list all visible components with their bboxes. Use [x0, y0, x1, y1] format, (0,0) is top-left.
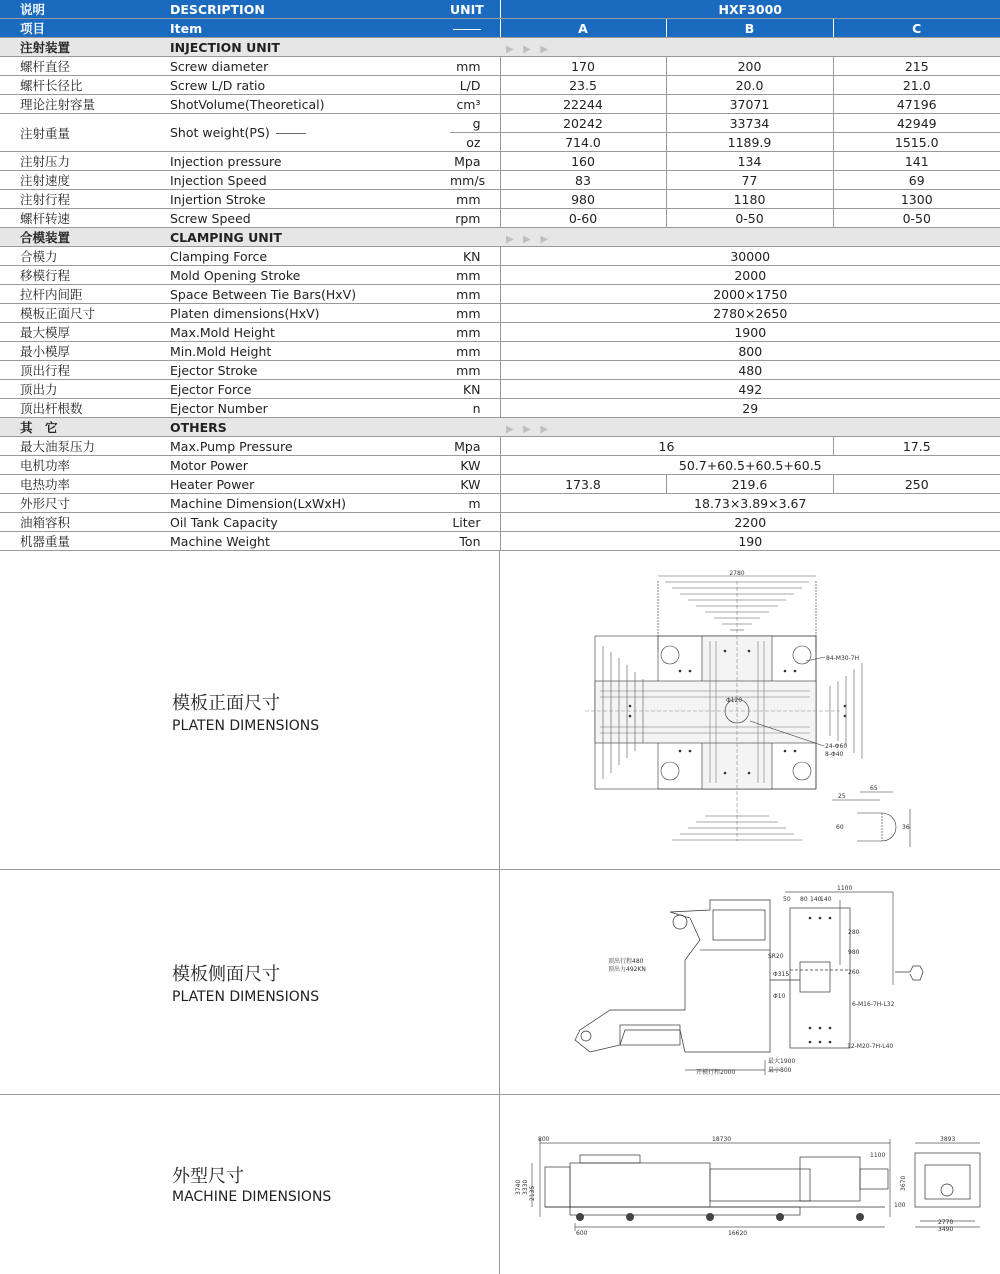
dim-1100: 1100 — [837, 885, 853, 892]
panel-title-en: MACHINE DIMENSIONS — [172, 1189, 332, 1205]
row-motor-power — [0, 456, 1000, 475]
panel-side-platen — [0, 870, 1000, 1095]
cell-a: 170 — [500, 57, 666, 76]
row-cn: 顶出行程 — [0, 361, 170, 380]
max-mold-label: 最大1900 — [768, 1058, 796, 1065]
cell-value: 1900 — [500, 323, 1000, 342]
end-b1-label: 2770 — [938, 1219, 954, 1226]
row-en: Platen dimensions(HxV) — [170, 304, 450, 323]
section-en: CLAMPING UNIT — [170, 228, 500, 247]
row-cn: 注射压力 — [0, 152, 170, 171]
min-mold-label: 最小800 — [768, 1067, 792, 1074]
length-label: 18730 — [712, 1136, 732, 1143]
center-hole-label: Φ120 — [726, 697, 743, 704]
cell-b: 134 — [666, 152, 833, 171]
cell-value: 492 — [500, 380, 1000, 399]
row-unit: mm — [450, 361, 500, 380]
cell-b: 219.6 — [666, 475, 833, 494]
cell-a: 20242 — [500, 114, 666, 133]
row-unit: mm — [450, 57, 500, 76]
spec-row — [0, 266, 1000, 285]
cell-c: 141 — [833, 152, 1000, 171]
thread-2-label: 12-M20-7H-L40 — [847, 1043, 894, 1050]
dim-140a: 140 — [810, 896, 822, 903]
row-cn: 油箱容积 — [0, 513, 170, 532]
panel-title-cn: 外型尺寸 — [172, 1166, 244, 1187]
row-heater-power — [0, 475, 1000, 494]
cell-c: 250 — [833, 475, 1000, 494]
spec-row — [0, 304, 1000, 323]
section-arrows: ▶ ▶ ▶ — [500, 38, 1000, 57]
panel-title-en: PLATEN DIMENSIONS — [172, 989, 320, 1005]
row-en: Ejector Force — [170, 380, 450, 399]
panel-title-en: PLATEN DIMENSIONS — [172, 718, 320, 734]
cell-c: 21.0 — [833, 76, 1000, 95]
header-desc-cn: 说明 — [0, 0, 170, 19]
header-row-2 — [0, 19, 1000, 38]
row-cn: 注射速度 — [0, 171, 170, 190]
panel-title-cn: 模板侧面尺寸 — [172, 964, 280, 985]
row-cn: 电热功率 — [0, 475, 170, 494]
row-unit: mm — [450, 342, 500, 361]
open-stroke-label: 开模行程2000 — [696, 1069, 736, 1076]
cell-value: 18.73×3.89×3.67 — [500, 494, 1000, 513]
front-platen-drawing — [500, 551, 999, 869]
row-cn: 螺杆直径 — [0, 57, 170, 76]
cell-a: 714.0 — [500, 133, 666, 152]
spec-row — [0, 171, 1000, 190]
row-en: Injertion Stroke — [170, 190, 450, 209]
panel-label-area — [0, 1095, 500, 1274]
header-unit-dash — [450, 19, 500, 38]
row-unit: Mpa — [450, 437, 500, 456]
cell-value: 480 — [500, 361, 1000, 380]
spec-row — [0, 323, 1000, 342]
cell-b: 1180 — [666, 190, 833, 209]
machine-drawing — [500, 1095, 999, 1274]
cell-a: 160 — [500, 152, 666, 171]
panel-label-area — [0, 870, 500, 1094]
row-cn: 注射行程 — [0, 190, 170, 209]
row-en: Screw diameter — [170, 57, 450, 76]
vdim-980: 980 — [848, 949, 860, 956]
row-cn: 螺杆转速 — [0, 209, 170, 228]
row-unit: mm — [450, 323, 500, 342]
row-en: Motor Power — [170, 456, 450, 475]
panel-machine — [0, 1095, 1000, 1274]
dim-50: 50 — [783, 896, 791, 903]
left-dim-label: 800 — [538, 1136, 550, 1143]
cell-c: 69 — [833, 171, 1000, 190]
header-desc-en: DESCRIPTION — [170, 0, 450, 19]
row-unit: KN — [450, 380, 500, 399]
header-col-c: C — [833, 19, 1000, 38]
row-unit: g — [450, 114, 500, 133]
cell-c: 215 — [833, 57, 1000, 76]
cell-b: 0-50 — [666, 209, 833, 228]
row-en: Screw L/D ratio — [170, 76, 450, 95]
row-cn: 顶出力 — [0, 380, 170, 399]
row-cn: 电机功率 — [0, 456, 170, 475]
cell-a: 173.8 — [500, 475, 666, 494]
holes-b-label: 8-Φ40 — [825, 751, 844, 758]
cell-a: 22244 — [500, 95, 666, 114]
cell-b: 1189.9 — [666, 133, 833, 152]
spec-row — [0, 380, 1000, 399]
row-unit: rpm — [450, 209, 500, 228]
row-en: Screw Speed — [170, 209, 450, 228]
row-en: Oil Tank Capacity — [170, 513, 450, 532]
spec-row — [0, 342, 1000, 361]
row-cn: 机器重量 — [0, 532, 170, 551]
row-unit: mm — [450, 304, 500, 323]
cell-c: 0-50 — [833, 209, 1000, 228]
row-unit: oz — [450, 133, 500, 152]
row-en: Clamping Force — [170, 247, 450, 266]
row-en: Space Between Tie Bars(HxV) — [170, 285, 450, 304]
section-en: INJECTION UNIT — [170, 38, 500, 57]
panel-title-cn: 模板正面尺寸 — [172, 693, 280, 714]
cell-b: 37071 — [666, 95, 833, 114]
dim-140b: 140 — [820, 896, 832, 903]
cell-c: 1300 — [833, 190, 1000, 209]
height-1-label: 3740 — [515, 1179, 522, 1195]
d315-label: Φ315 — [773, 971, 790, 978]
row-en: ShotVolume(Theoretical) — [170, 95, 450, 114]
end-small-label: 100 — [894, 1202, 906, 1209]
panel-label-area — [0, 551, 500, 869]
row-unit: mm/s — [450, 171, 500, 190]
row-machine-dimension — [0, 494, 1000, 513]
row-unit: Liter — [450, 513, 500, 532]
dim-top-label: 2780 — [729, 570, 745, 577]
vdim-280: 280 — [848, 929, 860, 936]
detail-dim-60: 60 — [836, 824, 844, 831]
spec-row — [0, 57, 1000, 76]
cell-b: 200 — [666, 57, 833, 76]
row-cn: 最大模厚 — [0, 323, 170, 342]
detail-dim-36: 36 — [902, 824, 910, 831]
dim-80: 80 — [800, 896, 808, 903]
height-2-label: 3330 — [522, 1179, 529, 1195]
row-en: Machine Dimension(LxWxH) — [170, 494, 450, 513]
row-en: Shot weight(PS) — [170, 114, 450, 152]
detail-dim-65: 65 — [870, 785, 878, 792]
cell-value: 2000 — [500, 266, 1000, 285]
row-unit: m — [450, 494, 500, 513]
row-cn: 外形尺寸 — [0, 494, 170, 513]
row-en: Machine Weight — [170, 532, 450, 551]
cell-value: 800 — [500, 342, 1000, 361]
cell-a: 0-60 — [500, 209, 666, 228]
section-clamping — [0, 228, 1000, 247]
row-unit: KW — [450, 456, 500, 475]
header-item-cn: 项目 — [0, 19, 170, 38]
cell-value: 2000×1750 — [500, 285, 1000, 304]
cell-value: 50.7+60.5+60.5+60.5 — [500, 456, 1000, 475]
spec-table — [0, 0, 1000, 551]
section-cn: 合模装置 — [0, 228, 170, 247]
row-cn: 螺杆长径比 — [0, 76, 170, 95]
spec-row — [0, 152, 1000, 171]
section-arrows: ▶ ▶ ▶ — [500, 418, 1000, 437]
vdim-260: 260 — [848, 969, 860, 976]
cell-a: 23.5 — [500, 76, 666, 95]
spec-row — [0, 399, 1000, 418]
row-machine-weight — [0, 532, 1000, 551]
shot-weight-row-g — [0, 114, 1000, 133]
cell-a: 980 — [500, 190, 666, 209]
row-en: Injection pressure — [170, 152, 450, 171]
holes-label: 84-M30-7H — [826, 655, 860, 662]
row-en: Heater Power — [170, 475, 450, 494]
row-unit: KW — [450, 475, 500, 494]
cell-value: 2780×2650 — [500, 304, 1000, 323]
end-top-label: 3893 — [940, 1136, 956, 1143]
row-en: Max.Mold Height — [170, 323, 450, 342]
bottom-dim-label: 16620 — [728, 1230, 748, 1237]
row-en: Max.Pump Pressure — [170, 437, 450, 456]
spec-row — [0, 285, 1000, 304]
header-unit: UNIT — [450, 0, 500, 19]
row-unit: Mpa — [450, 152, 500, 171]
side-platen-drawing — [500, 870, 999, 1094]
spec-row — [0, 247, 1000, 266]
cell-a: 83 — [500, 171, 666, 190]
row-unit: L/D — [450, 76, 500, 95]
cell-c: 17.5 — [833, 437, 1000, 456]
cell-value: 190 — [500, 532, 1000, 551]
row-unit: cm³ — [450, 95, 500, 114]
cell-value: 30000 — [500, 247, 1000, 266]
cell-b: 20.0 — [666, 76, 833, 95]
section-injection — [0, 38, 1000, 57]
spec-row — [0, 76, 1000, 95]
cell-c: 47196 — [833, 95, 1000, 114]
cell-b: 33734 — [666, 114, 833, 133]
section-en: OTHERS — [170, 418, 500, 437]
row-unit: n — [450, 399, 500, 418]
section-arrows: ▶ ▶ ▶ — [500, 228, 1000, 247]
row-unit: mm — [450, 285, 500, 304]
panel-front-platen — [0, 551, 1000, 870]
eject-stroke-label: 顶出行程480 — [608, 958, 644, 965]
section-cn: 注射装置 — [0, 38, 170, 57]
cell-value: 29 — [500, 399, 1000, 418]
row-unit: Ton — [450, 532, 500, 551]
row-cn: 合模力 — [0, 247, 170, 266]
row-cn: 顶出杆根数 — [0, 399, 170, 418]
eject-force-label: 顶出力492KN — [608, 966, 646, 973]
cell-value: 2200 — [500, 513, 1000, 532]
holes-a-label: 24-Φ60 — [825, 743, 848, 750]
end-height-label: 3670 — [900, 1175, 907, 1191]
end-b2-label: 3490 — [938, 1226, 954, 1233]
header-item-en: Item — [170, 19, 450, 38]
row-oil-tank — [0, 513, 1000, 532]
row-unit: mm — [450, 266, 500, 285]
sr-label: SR20 — [768, 953, 784, 960]
spec-row — [0, 209, 1000, 228]
row-cn: 模板正面尺寸 — [0, 304, 170, 323]
right-dim-label: 1100 — [870, 1152, 886, 1159]
spec-row — [0, 190, 1000, 209]
row-en: Ejector Stroke — [170, 361, 450, 380]
header-row-1 — [0, 0, 1000, 19]
header-model: HXF3000 — [500, 0, 1000, 19]
row-unit: KN — [450, 247, 500, 266]
spec-row — [0, 95, 1000, 114]
row-en: Injection Speed — [170, 171, 450, 190]
detail-dim-25: 25 — [838, 793, 846, 800]
row-cn: 最大油泵压力 — [0, 437, 170, 456]
cell-c: 42949 — [833, 114, 1000, 133]
header-col-a: A — [500, 19, 666, 38]
row-unit: mm — [450, 190, 500, 209]
row-cn: 拉杆内间距 — [0, 285, 170, 304]
cell-ab: 16 — [500, 437, 833, 456]
row-pump-pressure — [0, 437, 1000, 456]
cell-c: 1515.0 — [833, 133, 1000, 152]
row-cn: 移模行程 — [0, 266, 170, 285]
base-dim-label: 600 — [576, 1230, 588, 1237]
height-3-label: 2135 — [529, 1185, 536, 1201]
section-others — [0, 418, 1000, 437]
section-cn: 其 它 — [0, 418, 170, 437]
row-cn: 理论注射容量 — [0, 95, 170, 114]
row-en: Mold Opening Stroke — [170, 266, 450, 285]
row-cn: 注射重量 — [0, 114, 170, 152]
cell-b: 77 — [666, 171, 833, 190]
row-en: Min.Mold Height — [170, 342, 450, 361]
header-col-b: B — [666, 19, 833, 38]
d10-label: Φ10 — [773, 993, 786, 1000]
thread-1-label: 6-M16-7H-L32 — [852, 1001, 895, 1008]
row-cn: 最小模厚 — [0, 342, 170, 361]
row-en: Ejector Number — [170, 399, 450, 418]
spec-row — [0, 361, 1000, 380]
